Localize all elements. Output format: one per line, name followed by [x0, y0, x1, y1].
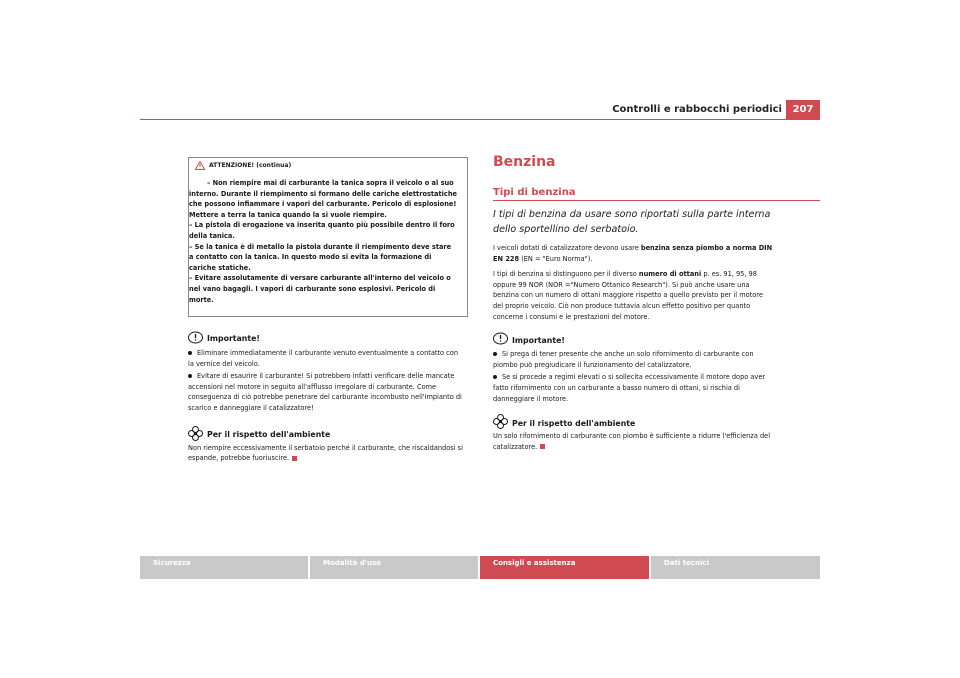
env-heading: Per il rispetto dell'ambiente — [188, 426, 463, 441]
warning-item: – Evitare assolutamente di versare carburante all'interno del veicolo o nel vano bagagli. I vapori di carburante sono esplosivi. Pericolo di morte. — [189, 274, 451, 304]
bullet-icon — [188, 374, 192, 378]
important-icon — [188, 331, 203, 345]
env-text: Non riempire eccessivamente il serbatoio perché il carburante, che riscaldandosi si espande, potrebbe fuoriuscire. — [188, 443, 463, 463]
important-item: Se si procede a regimi elevati o si sollecita eccessivamente il motore dopo aver fatto rifornimento con un carburante a basso numero di ottani, si rischia di danneggiare il motore. — [493, 373, 766, 403]
end-mark-icon — [292, 456, 297, 461]
bullet-icon — [188, 351, 192, 355]
bullet-icon — [493, 375, 497, 379]
warning-body — [189, 178, 457, 305]
flower-icon — [188, 426, 203, 441]
bullet-icon — [493, 352, 497, 356]
paragraph: I veicoli dotati di catalizzatore devono usare benzina senza piombo a norma DIN EN 228 (EN = "Euro Norma"). — [493, 244, 773, 263]
footer-tab-modalita-uso[interactable]: Modalità d'uso — [310, 556, 478, 579]
important-item: Si prega di tener presente che anche un solo rifornimento di carburante con piombo può pregiudicare il funzionamento del catalizzatore. — [493, 350, 754, 369]
section-subtitle: Tipi di benzina — [493, 187, 576, 198]
env-heading: Per il rispetto dell'ambiente — [493, 414, 773, 429]
warning-heading-text: ATTENZIONE! (continua) — [209, 162, 292, 169]
header-title: Controlli e rabbocchi periodici — [612, 104, 782, 115]
header-rule — [140, 119, 820, 120]
warning-item: – Se la tanica è di metallo la pistola durante il riempimento deve stare a contatto con la tanica. In questo modo si evita la formazione di cariche statiche. — [189, 242, 452, 272]
warning-heading — [195, 161, 291, 170]
important-heading: Importante! — [188, 331, 463, 345]
end-mark-icon — [540, 444, 545, 449]
footer-tab-sicurezza[interactable]: Sicurezza — [140, 556, 308, 579]
important-item: Evitare di esaurire il carburante! Si potrebbero infatti verificare delle mancate accensioni nel motore in seguito all'afflusso irregolare di carburante. Come conseguenza di ciò potrebbe penetrare del carburante incombusto nell'impianto di scarico e danneggiare il catalizzatore! — [188, 372, 462, 412]
subtitle-rule — [493, 200, 820, 201]
warning-item: – La pistola di erogazione va inserita quanto più possibile dentro il foro della tanica. — [189, 221, 455, 240]
section-title: Benzina — [493, 154, 556, 170]
important-item: Eliminare immediatamente il carburante venuto eventualmente a contatto con la vernice del veicolo. — [188, 349, 459, 368]
important-icon — [493, 332, 508, 346]
warning-box — [188, 157, 468, 317]
paragraph: I tipi di benzina si distinguono per il diverso numero di ottani p. es. 91, 95, 98 oppure 99 NOR (NOR ="Numero Ottanico Research"). Si può anche usare una benzina con un numero di ottani maggiore rispetto a quello previsto per il motore del proprio veicolo. Ciò non produce tuttavia alcun effetto positivo per quanto concerne i consumi e le prestazioni del motore. — [493, 270, 763, 321]
page-number: 207 — [786, 100, 820, 120]
footer-tab-dati-tecnici[interactable]: Dati tecnici — [651, 556, 820, 579]
intro-text: I tipi di benzina da usare sono riportati sulla parte interna dello sportellino del serbatoio. — [493, 209, 771, 235]
env-text: Un solo rifornimento di carburante con piombo è sufficiente a ridurre l'efficienza del catalizzatore. — [493, 432, 771, 451]
flower-icon — [493, 414, 508, 429]
left-column — [188, 331, 463, 464]
warning-triangle-icon — [195, 161, 205, 170]
right-column — [493, 243, 773, 452]
warning-item: – Non riempire mai di carburante la tanica sopra il veicolo o al suo interno. Durante il riempimento si formano delle cariche elettrostatiche che possono infiammare i vapori del carburante. Pericolo di esplosione! Mettere a terra la tanica quando la si vuole riempire. — [189, 179, 457, 219]
footer-tab-consigli-assistenza[interactable]: Consigli e assistenza — [480, 556, 649, 579]
important-heading: Importante! — [493, 332, 773, 346]
